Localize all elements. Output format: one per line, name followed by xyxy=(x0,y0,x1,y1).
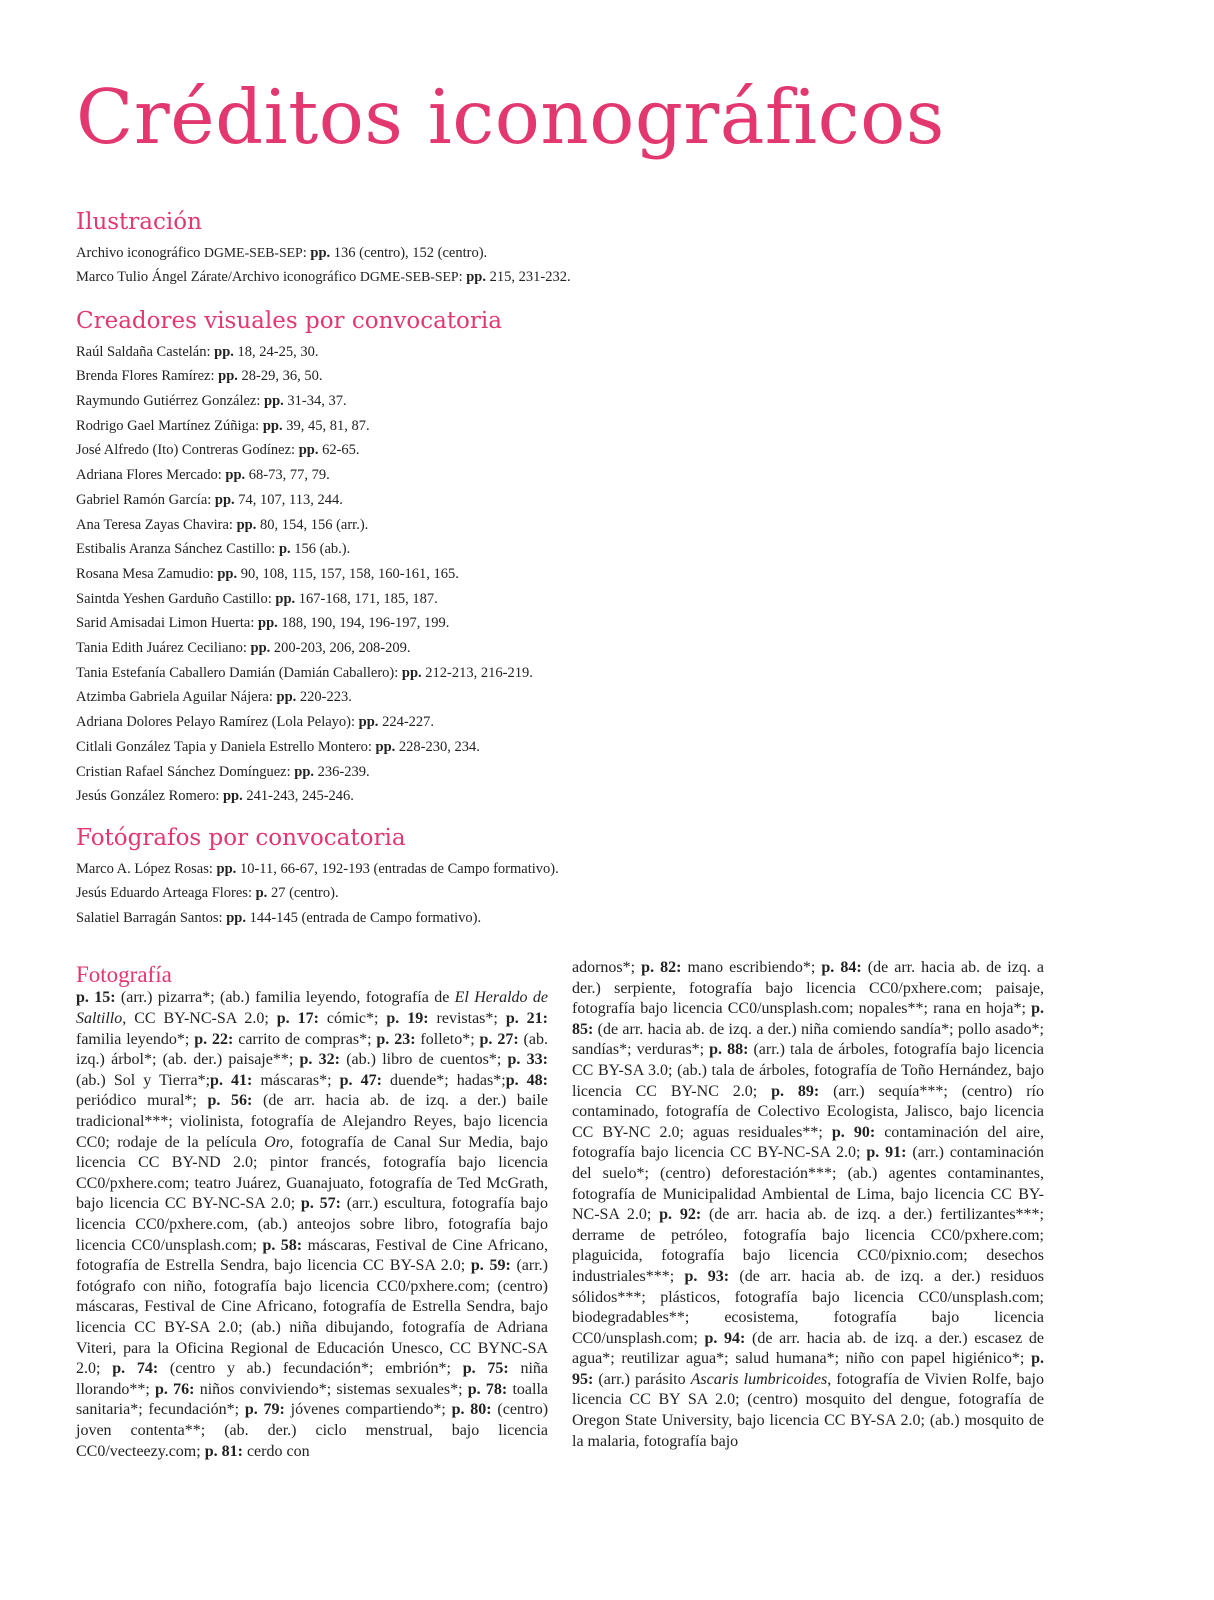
credit-archive-code: DGME-SEB-SEP xyxy=(359,269,459,285)
credit-text: folleto*; xyxy=(415,1030,480,1048)
credit-page-label: pp. xyxy=(275,590,296,607)
credit-text: (centro y ab.) fecundación*; embrión*; xyxy=(158,1360,463,1378)
credit-text: familia leyendo*; xyxy=(76,1030,195,1048)
credit-text: (de arr. hacia ab. de izq. a der.) niña comiendo sandía*; pollo asado*; sandías*; verduras*; xyxy=(572,1020,1044,1059)
credit-name: Ana Teresa Zayas Chavira: xyxy=(76,516,237,533)
page-ref: p. 23: xyxy=(376,1030,416,1048)
credit-text: (arr.) pizarra*; (ab.) familia leyendo, fotografía de xyxy=(115,989,455,1007)
page-ref: p. 27: xyxy=(479,1030,519,1048)
page-ref: p. 82: xyxy=(641,959,682,976)
credit-pages: 39, 45, 81, 87. xyxy=(282,417,370,434)
credit-pages: 144-145 (entrada de Campo formativo). xyxy=(245,910,482,926)
credit-text: (ab.) libro de cuentos*; xyxy=(339,1051,508,1069)
credit-page-label: pp. xyxy=(262,417,283,434)
credit-line xyxy=(76,265,796,290)
credit-pages: 212-213, 216-219. xyxy=(421,664,533,681)
credit-text: (de arr. hacia ab. de izq. a der.) escasez de agua*; reutilizar agua*; salud humana*; niño con papel higiénico*; xyxy=(572,1329,1045,1368)
page-ref: p. 95: xyxy=(572,1350,1044,1388)
page-ref: p. 85: xyxy=(572,1000,1044,1038)
page-ref: p. 21: xyxy=(505,1010,548,1028)
credit-name: Citlali González Tapia y Daniela Estrello Montero: xyxy=(76,738,376,755)
credit-text: (de arr. hacia ab. de izq. a der.) fertilizantes***; derrame de petróleo, fotografía bajo licencia CC0/pxhere.com; plaguicida, fotografía bajo licencia CC0/pixnio.com; desechos industriales***; xyxy=(572,1206,1044,1285)
credit-name: Tania Estefanía Caballero Damián (Damián Caballero): xyxy=(76,664,402,681)
page-ref: p. 79: xyxy=(244,1401,285,1419)
credit-page-label: pp. xyxy=(217,565,238,582)
page-ref: p. 57: xyxy=(300,1195,341,1213)
credit-text: duende*; hadas*; xyxy=(381,1071,506,1089)
page-ref: p. 48: xyxy=(505,1071,549,1089)
section-heading-fotografos: Fotógrafos por convocatoria xyxy=(76,825,406,851)
page-title: Créditos iconográficos xyxy=(76,73,945,161)
credit-pages: 136 (centro), 152 (centro). xyxy=(330,244,488,261)
page-ref: p. 84: xyxy=(821,959,862,976)
credit-page-label: pp. xyxy=(225,467,246,484)
page-ref: p. 91: xyxy=(866,1144,907,1162)
italic-title: El Heraldo de Saltillo xyxy=(76,989,549,1028)
credit-line xyxy=(76,438,796,463)
credit-page-label: pp. xyxy=(310,244,331,261)
credit-text: cerdo con xyxy=(242,1442,310,1460)
credit-page-label: pp. xyxy=(375,738,396,755)
credit-name: Gabriel Ramón García: xyxy=(76,491,215,508)
italic-title: Ascaris lumbricoides xyxy=(690,1370,828,1388)
credit-line xyxy=(76,784,796,809)
fotografia-text-right xyxy=(572,958,1044,1452)
credit-list-fotografos xyxy=(76,857,796,931)
credit-pages: 18, 24-25, 30. xyxy=(233,343,319,360)
credit-pages: 74, 107, 113, 244. xyxy=(234,491,343,508)
credit-text: (arr.) tala de árboles, fotografía bajo licencia CC BY-SA 3.0; (ab.) tala de árboles, fotografía de Toño Hernández, bajo licencia CC BY-NC 2.0; xyxy=(572,1041,1044,1100)
credit-text: revistas*; xyxy=(428,1010,506,1028)
credit-pages: 28-29, 36, 50. xyxy=(237,368,323,385)
credit-line xyxy=(76,906,796,931)
credit-name: Rosana Mesa Zamudio: xyxy=(76,565,218,582)
credit-name: Saintda Yeshen Garduño Castillo: xyxy=(76,590,276,607)
page-ref: p. 92: xyxy=(659,1206,702,1224)
page-ref: p. 75: xyxy=(462,1360,509,1378)
credit-page-label: pp. xyxy=(218,368,238,385)
credit-line xyxy=(76,414,796,439)
credit-line xyxy=(76,513,796,538)
credit-pages: 31-34, 37. xyxy=(283,393,347,409)
credit-pages: 68-73, 77, 79. xyxy=(245,467,330,484)
page-ref: p. 22: xyxy=(194,1030,234,1048)
credit-pages: 188, 190, 194, 196-197, 199. xyxy=(277,615,450,632)
credit-line xyxy=(76,389,796,414)
credit-page-label: pp. xyxy=(276,689,297,706)
credit-name: Raymundo Gutiérrez González: xyxy=(76,393,265,409)
page-ref: p. 80: xyxy=(451,1401,492,1419)
page-ref: p. 41: xyxy=(210,1071,253,1089)
credit-page-label: pp. xyxy=(216,860,237,877)
page-ref: p. 93: xyxy=(684,1267,730,1285)
section-heading-ilustracion: Ilustración xyxy=(76,209,202,235)
credit-name: Adriana Flores Mercado: xyxy=(76,467,226,484)
credit-page-label: pp. xyxy=(214,491,235,508)
credit-line xyxy=(76,537,796,562)
credit-pages: 90, 108, 115, 157, 158, 160-161, 165. xyxy=(237,565,459,582)
credit-pages: 220-223. xyxy=(296,689,352,706)
credit-page-label: pp. xyxy=(236,516,257,533)
credit-name: Jesús Eduardo Arteaga Flores: xyxy=(76,885,256,902)
credit-line xyxy=(76,760,796,785)
page-ref: p. 17: xyxy=(276,1010,319,1028)
credit-name: Tania Edith Juárez Ceciliano: xyxy=(76,640,251,657)
credit-page-label: pp. xyxy=(401,664,422,681)
credit-text: , CC BY-NC-SA 2.0; xyxy=(122,1010,277,1028)
credit-text: jóvenes compartiendo*; xyxy=(284,1401,452,1419)
credit-text: mano escribiendo*; xyxy=(681,959,822,976)
credit-list-creadores xyxy=(76,340,796,809)
credit-archive-code: DGME-SEB-SEP xyxy=(204,244,303,260)
credit-text: (arr.) contaminación del suelo*; (centro) deforestación***; (ab.) agentes contaminantes, fotografía de Municipalidad Ambiental de Lima, bajo licencia CC BY-NC-SA 2.0; xyxy=(572,1144,1045,1224)
credit-text: (de arr. hacia ab. de izq. a der.) serpiente, fotografía bajo licencia CC0/pxhere.com; paisaje, fotografía bajo licencia CC0/unsplash.com; nopales**; rana en hoja*; xyxy=(572,959,1045,1018)
credit-text: (ab.) Sol y Tierra*; xyxy=(76,1071,211,1089)
credit-text: cómic*; xyxy=(318,1010,387,1028)
credit-name: Brenda Flores Ramírez: xyxy=(76,368,219,385)
page-ref: p. 89: xyxy=(771,1082,820,1100)
credit-line xyxy=(76,661,796,686)
credit-pages: 167-168, 171, 185, 187. xyxy=(295,590,438,607)
credit-pages: 200-203, 206, 208-209. xyxy=(270,640,411,657)
credit-text: (arr.) escultura, fotografía bajo licencia CC0/pxhere.com, (ab.) anteojos sobre libro, fotografía bajo licencia CC0/unsplash.com; xyxy=(76,1195,548,1254)
page-ref: p. 90: xyxy=(831,1123,876,1141)
credit-pages: 80, 154, 156 (arr.). xyxy=(256,516,369,533)
page-ref: p. 78: xyxy=(467,1380,508,1398)
credit-name: Rodrigo Gael Martínez Zúñiga: xyxy=(76,417,263,434)
credit-line xyxy=(76,636,796,661)
credit-line xyxy=(76,364,796,389)
credit-text: niños conviviendo*; sistemas sexuales*; xyxy=(194,1380,468,1398)
credit-text: (de arr. hacia ab. de izq. a der.) baile tradicional***; violinista, fotografía de Alejandro Reyes, bajo licencia CC0; rodaje de la película xyxy=(76,1092,549,1151)
credit-text: , fotografía de Canal Sur Media, bajo licencia CC BY-ND 2.0; pintor francés, fotografía bajo licencia CC0/pxhere.com; teatro Juárez, Guanajuato, fotografía de Ted McGrath, bajo licencia CC BY-NC-SA 2.0; xyxy=(76,1133,548,1213)
credit-pages: 62-65. xyxy=(318,442,360,459)
credit-page-label: pp. xyxy=(258,615,278,632)
credit-text: (centro) joven contenta**; (ab. der.) ciclo menstrual, bajo licencia CC0/vecteezy.com; xyxy=(76,1401,549,1460)
credit-text: contaminación del aire, fotografía bajo licencia CC BY-NC-SA 2.0; xyxy=(572,1123,1044,1162)
credit-page-label: p. xyxy=(255,885,268,902)
credit-name: Marco A. López Rosas: xyxy=(76,860,217,877)
section-creadores-visuales xyxy=(76,308,796,809)
credit-line xyxy=(76,463,796,488)
credit-line xyxy=(76,340,796,365)
credit-line xyxy=(76,857,796,882)
credit-line xyxy=(76,562,796,587)
page-ref: p. 59: xyxy=(470,1257,511,1275)
credit-name: Cristian Rafael Sánchez Domínguez: xyxy=(76,763,295,780)
page-ref: p. 94: xyxy=(704,1329,746,1347)
page-ref: p. 47: xyxy=(339,1071,382,1089)
credit-text: toalla sanitaria*; fecundación*; xyxy=(76,1380,549,1419)
credit-line xyxy=(76,735,796,760)
credit-line xyxy=(76,587,796,612)
credit-line xyxy=(76,488,796,513)
credit-page-label: pp. xyxy=(222,788,243,805)
credit-page-label: pp. xyxy=(226,910,246,926)
credit-line xyxy=(76,685,796,710)
page-ref: p. 33: xyxy=(507,1051,548,1069)
credit-text: , fotografía de Vivien Rolfe, bajo licencia CC BY SA 2.0; (centro) mosquito del dengue, fotografía de Oregon State University, bajo licencia CC BY-SA 2.0; (ab.) mosquito de la malaria, fotografía bajo xyxy=(572,1370,1045,1450)
section-heading-fotografia: Fotografía xyxy=(76,962,172,987)
page-ref: p. 15: xyxy=(76,989,116,1007)
page-ref: p. 19: xyxy=(386,1010,429,1028)
credit-name: Atzimba Gabriela Aguilar Nájera: xyxy=(76,689,277,706)
credit-name: Sarid Amisadai Limon Huerta: xyxy=(76,615,259,632)
credit-pages: 224-227. xyxy=(378,714,435,731)
credit-line xyxy=(76,241,796,266)
credit-page-label: pp. xyxy=(250,640,271,657)
credit-text: periódico mural*; xyxy=(76,1092,208,1110)
fotografia-text-left xyxy=(76,988,548,1462)
credit-page-label: pp. xyxy=(264,393,284,409)
credit-text: (de arr. hacia ab. de izq. a der.) residuos sólidos***; plásticos, fotografía bajo licencia CC0/unsplash.com; biodegradables**; ecosistema, fotografía bajo licencia CC0/unsplash.com; xyxy=(572,1267,1044,1347)
credit-name: Adriana Dolores Pelayo Ramírez (Lola Pelayo): xyxy=(76,714,359,731)
credit-line xyxy=(76,611,796,636)
credit-page-label: pp. xyxy=(466,269,486,286)
credit-page-label: pp. xyxy=(214,343,234,360)
credit-text: carrito de compras*; xyxy=(233,1030,377,1048)
section-heading-creadores: Creadores visuales por convocatoria xyxy=(76,308,502,334)
credit-line xyxy=(76,710,796,735)
credit-pages: 27 (centro). xyxy=(267,885,339,902)
credit-page-label: pp. xyxy=(358,714,379,731)
credit-text: máscaras, Festival de Cine Africano, fotografía de Estrella Sendra, bajo licencia CC BY-SA 2.0; xyxy=(76,1236,548,1275)
section-ilustracion xyxy=(76,209,796,290)
credit-list-ilustracion xyxy=(76,241,796,290)
credit-text: (arr.) parásito xyxy=(593,1370,691,1388)
italic-title: Oro xyxy=(264,1133,290,1151)
credit-separator: : xyxy=(302,244,311,261)
section-fotografos xyxy=(76,825,796,931)
credit-text: máscaras*; xyxy=(252,1071,340,1089)
credit-pages: 241-243, 245-246. xyxy=(242,788,354,805)
credit-line xyxy=(76,881,796,906)
credit-pages: 215, 231-232. xyxy=(485,269,571,286)
credit-text: niña llorando**; xyxy=(76,1360,548,1398)
credit-pages: 228-230, 234. xyxy=(395,738,480,755)
page-ref: p. 74: xyxy=(112,1360,159,1378)
credit-separator: : xyxy=(458,269,467,286)
credit-name: Raúl Saldaña Castelán: xyxy=(76,343,215,360)
credit-name: Archivo iconográfico xyxy=(76,244,201,261)
credit-page-label: p. xyxy=(278,541,291,558)
page-ref: p. 81: xyxy=(204,1442,243,1460)
credit-text: adornos*; xyxy=(572,959,642,976)
fotografia-column-left xyxy=(76,962,548,1462)
page-ref: p. 56: xyxy=(207,1092,253,1110)
credit-text: (arr.) sequía***; (centro) río contaminado, fotografía de Colectivo Ecologista, Jalisco, bajo licencia CC BY-NC 2.0; aguas residuales**; xyxy=(572,1082,1044,1141)
credit-name: Jesús González Romero: xyxy=(76,788,223,805)
credit-name: José Alfredo (Ito) Contreras Godínez: xyxy=(76,442,299,459)
fotografia-column-right xyxy=(572,958,1044,1452)
credit-text: (arr.) fotógrafo con niño, fotografía bajo licencia CC0/pxhere.com; (centro) máscaras, Festival de Cine Africano, fotografía de Estrella Sendra, bajo licencia CC BY-SA 2.0; (ab.) niña dibujando, fotografía de Adriana Viteri, para la Oficina Regional de Educación Unesco, CC BYNC-SA 2.0; xyxy=(76,1257,549,1378)
credit-page-label: pp. xyxy=(298,442,319,459)
page-ref: p. 58: xyxy=(262,1236,303,1254)
credit-page-label: pp. xyxy=(294,763,315,780)
credit-name: Marco Tulio Ángel Zárate/Archivo iconográfico xyxy=(76,269,357,286)
page-ref: p. 76: xyxy=(155,1380,195,1398)
page-ref: p. 32: xyxy=(299,1051,340,1069)
credit-pages: 236-239. xyxy=(314,763,370,780)
page-ref: p. 88: xyxy=(709,1041,749,1059)
credit-pages: 156 (ab.). xyxy=(290,541,351,558)
credit-pages: 10-11, 66-67, 192-193 (entradas de Campo formativo). xyxy=(236,860,559,877)
credit-text: (ab. izq.) árbol*; (ab. der.) paisaje**; xyxy=(76,1030,548,1069)
credit-name: Estibalis Aranza Sánchez Castillo: xyxy=(76,541,279,558)
credit-name: Salatiel Barragán Santos: xyxy=(76,910,227,926)
